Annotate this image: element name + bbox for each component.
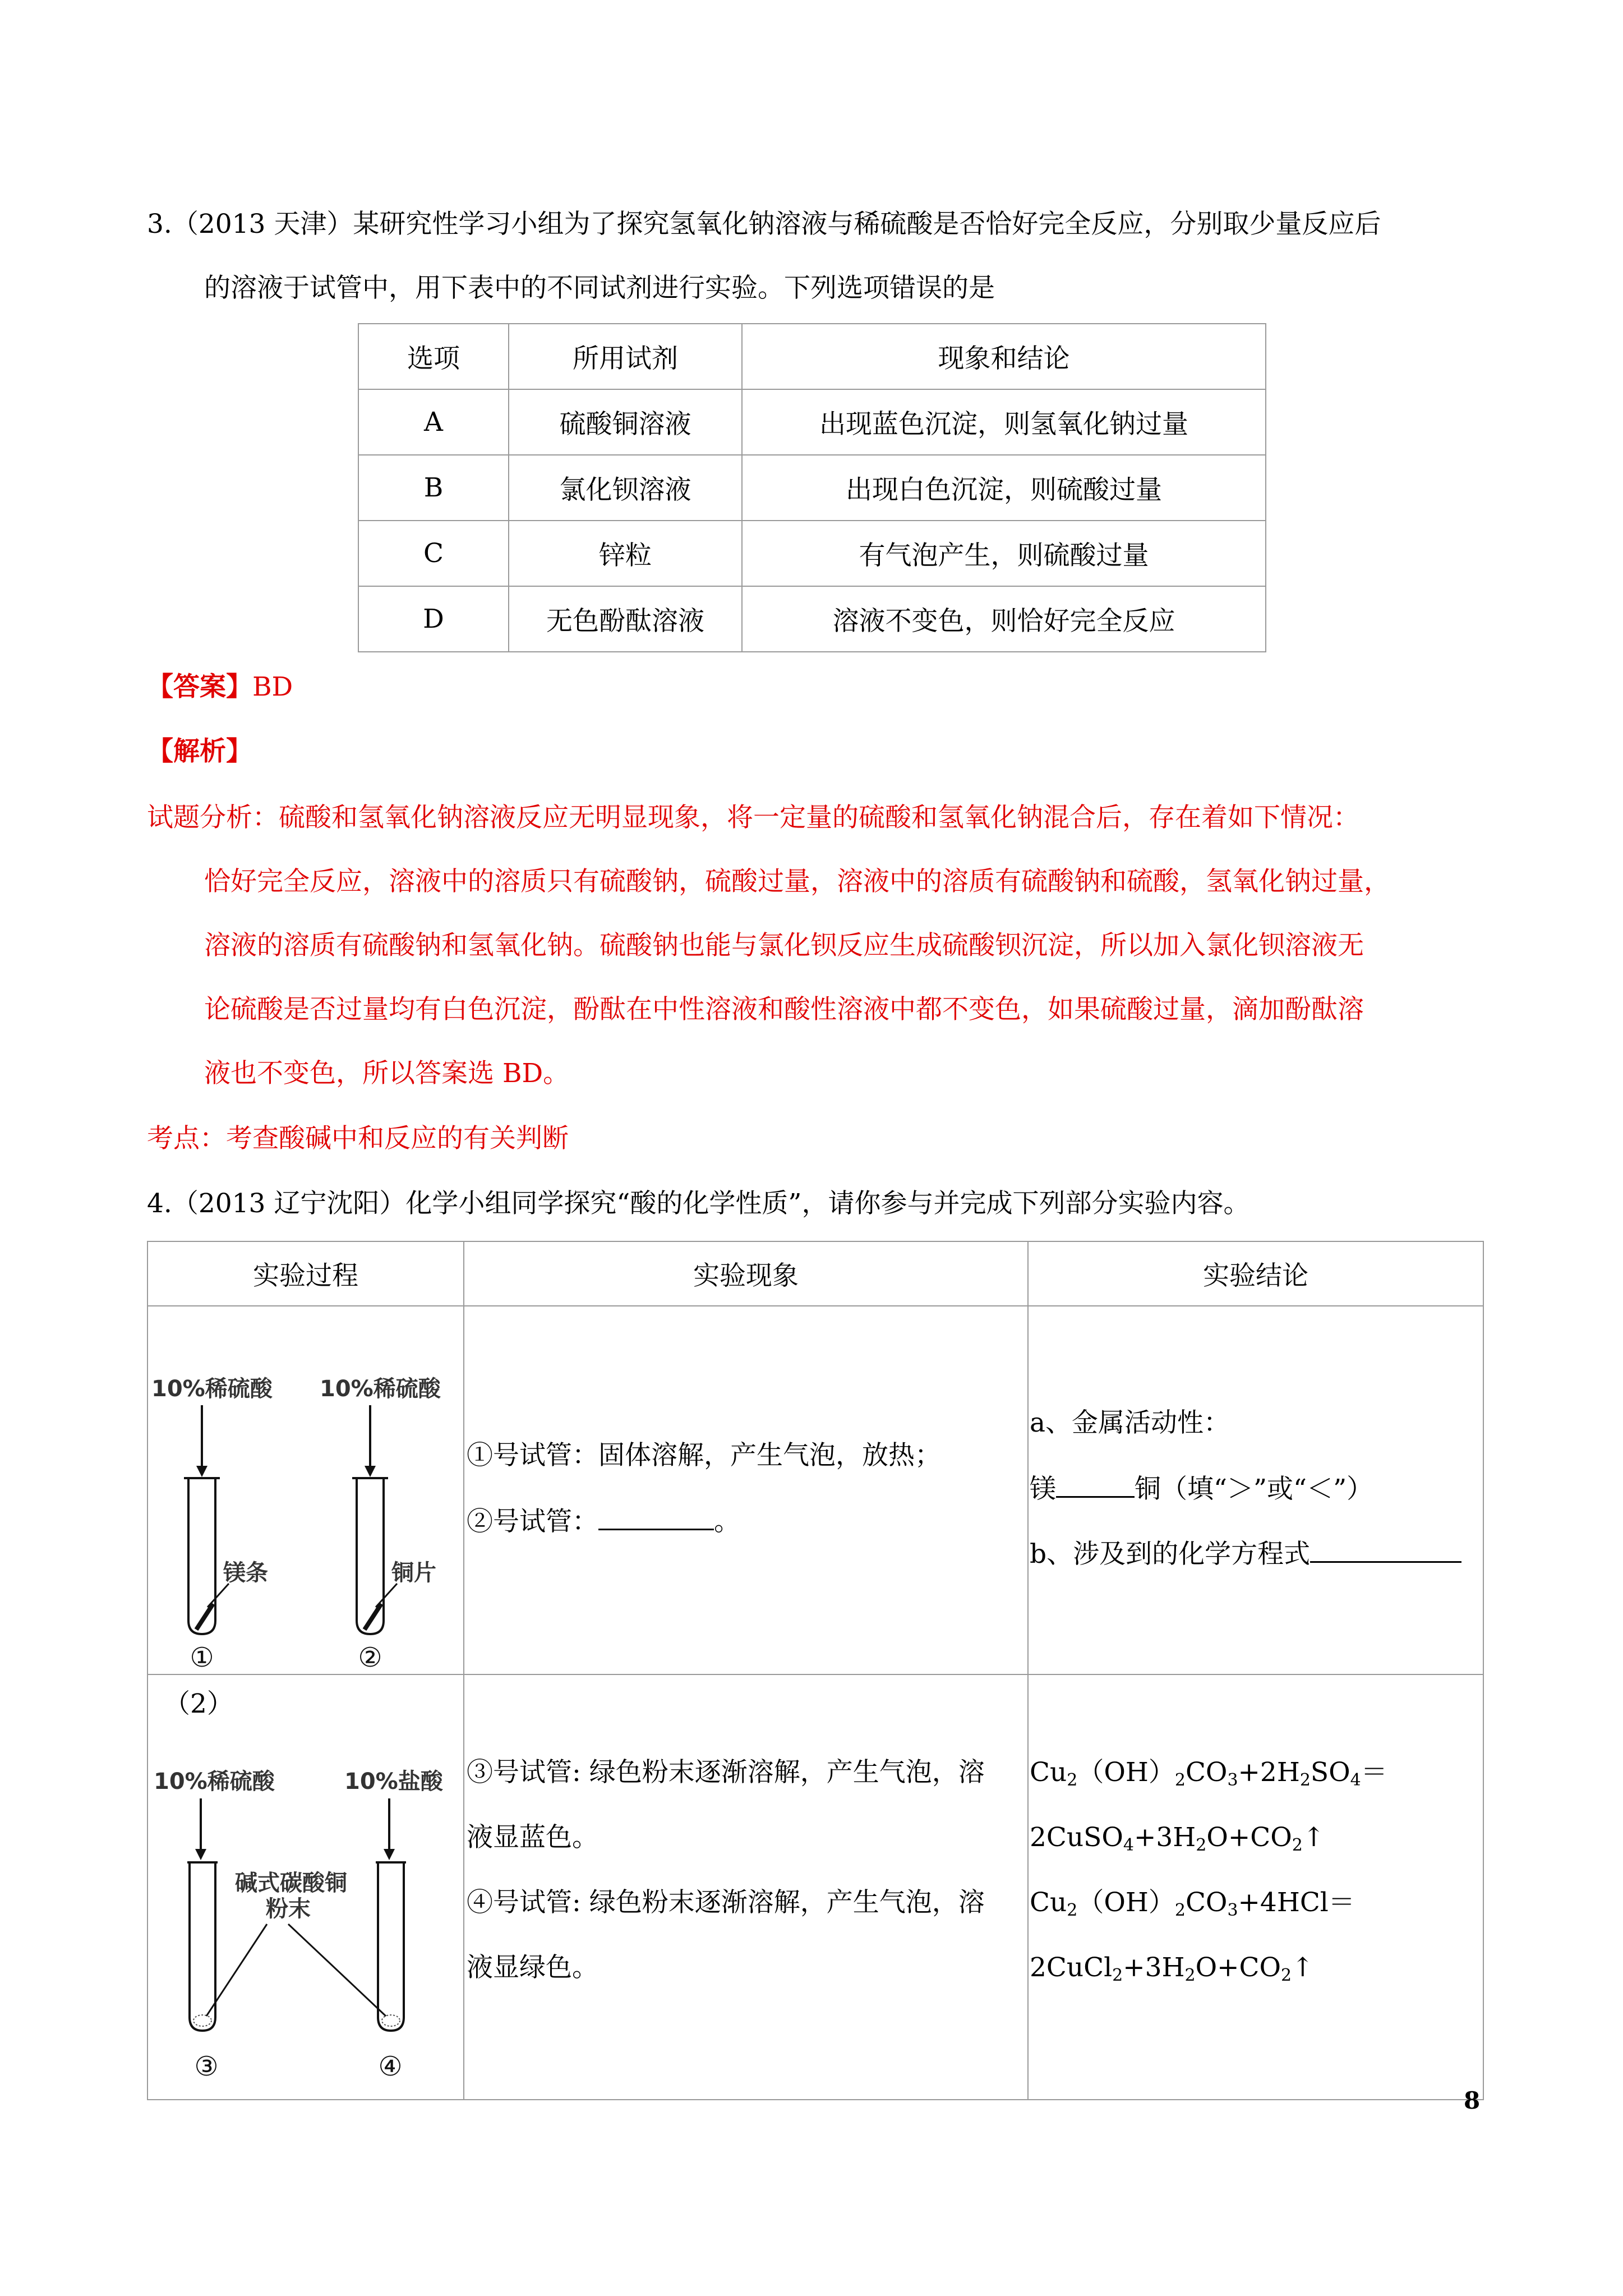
pointer-line (376, 1584, 397, 1607)
q3-options-table (358, 323, 1266, 652)
test-tube-figure-1 (148, 1306, 462, 1674)
q3-point: 考点：考查酸碱中和反应的有关判断 (147, 1123, 569, 1154)
test-tube-icon (376, 1862, 406, 2031)
table-header-cell: 实验现象 (464, 1241, 1028, 1306)
phenomena-line: 液显蓝色。 (467, 1822, 598, 1853)
table-header-cell: 选项 (358, 324, 509, 389)
phenomena-line: ③号试管: 绿色粉末逐渐溶解，产生气泡，溶 (467, 1757, 985, 1788)
table-header-cell: 实验结论 (1028, 1241, 1483, 1306)
equation-hydrochloric-acid-part1: $Cu_2(OH)_2CO_3+4HCl=$ (1030, 1887, 1355, 1920)
analysis-line: 论硫酸是否过量均有白色沉淀，酚酞在中性溶液和酸性溶液中都不变色，如果硫酸过量，滴加酚酞溶 (204, 994, 1364, 1025)
arrow-down-icon (384, 1798, 395, 1860)
analysis-line: 试题分析：硫酸和氢氧化钠溶液反应无明显现象，将一定量的硫酸和氢氧化钠混合后，存在着如下情况： (147, 802, 1359, 833)
conclusion-text: 镁 (1030, 1474, 1056, 1504)
analysis-label: 【解析】 (147, 736, 252, 767)
acid-label-right: 10%盐酸 (344, 1769, 443, 1795)
conclusion-text: 铜（填“＞”或“＜”） (1135, 1474, 1373, 1504)
conclusion-line (1030, 1536, 1461, 1571)
phenomena-line: 液显绿色。 (467, 1952, 598, 1983)
equation-hydrochloric-acid-part2: $2CuCl_2+3H_2O+CO_2↑$ (1030, 1952, 1314, 1985)
procedure-cell-2 (147, 1674, 464, 2100)
table-header-cell: 实验过程 (147, 1241, 464, 1306)
tube-number-right: ② (358, 1642, 382, 1673)
test-tube-figure-2 (148, 1675, 462, 2099)
analysis-line: 溶液的溶质有硫酸钠和氢氧化钠。硫酸钠也能与氯化钡反应生成硫酸钡沉淀，所以加入氯化钡溶液无 (204, 930, 1364, 961)
phenomena-end: 。 (714, 1506, 740, 1537)
equation-sulfuric-acid-part2: $2CuSO_4+3H_2O+CO_2↑$ (1030, 1822, 1325, 1855)
table-cell: 有气泡产生，则硫酸过量 (742, 521, 1266, 586)
q4-experiment-table (147, 1241, 1484, 2100)
table-cell: 出现蓝色沉淀，则氢氧化钠过量 (742, 389, 1266, 455)
solid-label-left: 镁条 (223, 1560, 268, 1586)
conclusion-line (1030, 1471, 1373, 1506)
conclusion-line: a、金属活动性： (1030, 1407, 1230, 1438)
table-cell: D (358, 586, 509, 652)
q4-stem: 4.（2013 辽宁沈阳）化学小组同学探究“酸的化学性质”，请你参与并完成下列部分实验内容。 (147, 1188, 1250, 1219)
table-cell: 出现白色沉淀，则硫酸过量 (742, 455, 1266, 521)
arrow-down-icon (196, 1405, 208, 1477)
test-tube-icon (352, 1478, 388, 1634)
table-cell: 溶液不变色，则恰好完全反应 (742, 586, 1266, 652)
table-row (358, 521, 1266, 586)
table-header-cell: 所用试剂 (509, 324, 742, 389)
table-cell: A (358, 389, 509, 455)
answer-blank[interactable] (1310, 1536, 1461, 1563)
table-row (147, 1674, 1483, 2100)
acid-label-left: 10%稀硫酸 (151, 1376, 273, 1402)
analysis-line: 液也不变色，所以答案选 BD。 (204, 1058, 570, 1089)
acid-label-left: 10%稀硫酸 (154, 1769, 275, 1795)
equation-sulfuric-acid-part1: $Cu_2(OH)_2CO_3+2H_2SO_4=$ (1030, 1757, 1387, 1790)
conclusion-cell-1 (1028, 1306, 1483, 1674)
answer-label: 【答案】 (147, 671, 252, 702)
pointer-line (288, 1924, 386, 2016)
q3-stem-line2: 的溶液于试管中，用下表中的不同试剂进行实验。下列选项错误的是 (204, 273, 995, 303)
arrow-down-icon (195, 1798, 206, 1860)
acid-label-right: 10%稀硫酸 (320, 1376, 441, 1402)
answer-blank[interactable] (598, 1504, 714, 1530)
page-number: 8 (1464, 2087, 1481, 2114)
table-cell: 锌粒 (509, 521, 742, 586)
tube-number-right: ④ (378, 2051, 403, 2082)
table-row (358, 389, 1266, 455)
solid-label-right: 铜片 (391, 1560, 436, 1586)
tube-number-left: ③ (194, 2051, 219, 2082)
step-label: （2） (164, 1688, 233, 1719)
phenomena-line: ①号试管：固体溶解，产生气泡，放热； (467, 1440, 941, 1471)
table-cell: 氯化钡溶液 (509, 455, 742, 521)
phenomena-line: ④号试管: 绿色粉末逐渐溶解，产生气泡，溶 (467, 1887, 985, 1918)
table-cell: C (358, 521, 509, 586)
answer-blank[interactable] (1056, 1471, 1135, 1498)
table-header-cell: 现象和结论 (742, 324, 1266, 389)
answer-value: BD (252, 671, 293, 702)
conclusion-cell-2 (1028, 1674, 1483, 2100)
table-row (358, 455, 1266, 521)
table-cell: 硫酸铜溶液 (509, 389, 742, 455)
table-header-row (358, 324, 1266, 389)
conclusion-text: b、涉及到的化学方程式 (1030, 1539, 1311, 1570)
table-cell: 无色酚酞溶液 (509, 586, 742, 652)
pointer-line (208, 1584, 229, 1607)
phenomena-cell-1 (464, 1306, 1028, 1674)
test-tube-icon (184, 1478, 220, 1634)
phenomena-text: ②号试管： (467, 1506, 598, 1537)
powder-label-line2: 粉末 (266, 1896, 311, 1922)
table-row (147, 1306, 1483, 1674)
table-row (358, 586, 1266, 652)
analysis-line: 恰好完全反应，溶液中的溶质只有硫酸钠，硫酸过量，溶液中的溶质有硫酸钠和硫酸，氢氧化钠过量， (204, 866, 1390, 897)
arrow-down-icon (365, 1405, 376, 1477)
procedure-cell-1 (147, 1306, 464, 1674)
table-cell: B (358, 455, 509, 521)
q3-stem-line1: 3.（2013 天津）某研究性学习小组为了探究氢氧化钠溶液与稀硫酸是否恰好完全反应，分别取少量反应后 (147, 209, 1381, 240)
q3-answer (147, 670, 293, 704)
tube-number-left: ① (190, 1642, 214, 1673)
powder-label-line1: 碱式碳酸铜 (235, 1870, 347, 1896)
phenomena-cell-2 (464, 1674, 1028, 2100)
phenomena-line (467, 1504, 740, 1539)
table-header-row (147, 1241, 1483, 1306)
